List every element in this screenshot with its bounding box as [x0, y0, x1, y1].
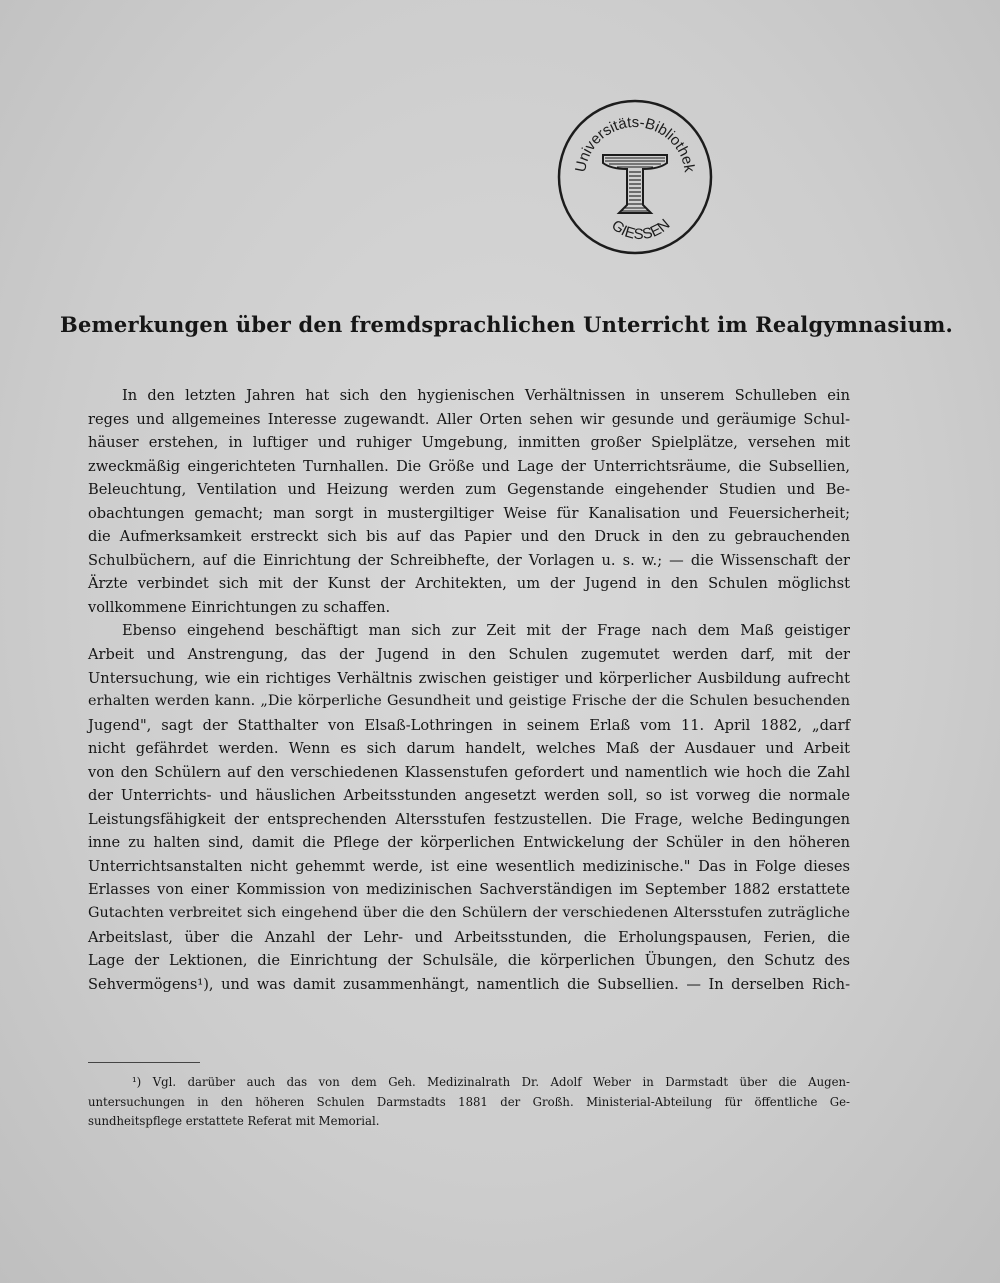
body-line: Lage der Lektionen, die Einrichtung der Schulsäle, die körperlichen Übungen, den Schutz des [88, 952, 850, 970]
body-line: obachtungen gemacht; man sorgt in mustergiltiger Weise für Kanalisation und Feuersicherheit; [88, 504, 850, 522]
body-line: Leistungsfähigkeit der entsprechenden Altersstufen festzustellen. Die Frage, welche Bedingungen [88, 810, 850, 828]
tau-cross-icon [603, 155, 667, 213]
body-line: die Aufmerksamkeit erstreckt sich bis auf das Papier und den Druck in den zu gebrauchenden [88, 528, 850, 546]
body-line: von den Schülern auf den verschiedenen Klassenstufen gefordert und namentlich wie hoch die Zahl [88, 763, 850, 781]
library-stamp-graphic [555, 97, 715, 257]
body-line: Arbeit und Anstrengung, das der Jugend in den Schulen zugemutet werden darf, mit der [88, 646, 850, 664]
body-line: zweckmäßig eingerichteten Turnhallen. Die Größe und Lage der Unterrichtsräume, die Subsellien, [88, 457, 850, 475]
library-stamp [555, 97, 715, 257]
footnote-line: untersuchungen in den höheren Schulen Darmstadts 1881 der Großh. Ministerial-Abteilung für öffentliche Ge- [88, 1094, 850, 1109]
footnote [88, 1073, 850, 1132]
footnote-line: ¹) Vgl. darüber auch das von dem Geh. Medizinalrath Dr. Adolf Weber in Darmstadt über die Augen- [132, 1075, 850, 1089]
body-line: Erlasses von einer Kommission von medizinischen Sachverständigen im September 1882 erstattete [88, 881, 850, 899]
body-line: Ärzte verbindet sich mit der Kunst der Architekten, um der Jugend in den Schulen möglichst [88, 575, 850, 593]
body-line: der Unterrichts- und häuslichen Arbeitsstunden angesetzt werden soll, so ist vorweg die normale [88, 787, 850, 805]
body-line: Sehvermögens¹), und was damit zusammenhängt, namentlich die Subsellien. — In derselben Rich- [88, 975, 850, 993]
body-line: inne zu halten sind, damit die Pflege der körperlichen Entwickelung der Schüler in den höheren [88, 834, 850, 852]
footnote-divider [88, 1062, 200, 1063]
body-line: reges und allgemeines Interesse zugewandt. Aller Orten sehen wir gesunde und geräumige Schul- [88, 410, 850, 428]
body-line: Gutachten verbreitet sich eingehend über die den Schülern der verschiedenen Altersstufen zuträgliche [88, 905, 850, 922]
body-line: vollkommene Einrichtungen zu schaffen. [88, 598, 391, 616]
page-title: Bemerkungen über den fremdsprachlichen Unterricht im Realgymnasium. [60, 312, 954, 337]
body-line: nicht gefährdet werden. Wenn es sich darum handelt, welches Maß der Ausdauer und Arbeit [88, 740, 850, 758]
stamp-arc-text: Universitäts-Bibliothek [572, 113, 698, 174]
body-line: Beleuchtung, Ventilation und Heizung werden zum Gegenstande eingehender Studien und Be- [88, 481, 850, 499]
body-text [88, 384, 850, 996]
body-line: Unterrichtsanstalten nicht gehemmt werde, ist eine wesentlich medizinische." Das in Folge dieses [88, 857, 850, 875]
footnote-line: sundheitspflege erstattete Referat mit Memorial. [88, 1114, 380, 1128]
body-line: Jugend", sagt der Statthalter von Elsaß-Lothringen in seinem Erlaß vom 11. April 1882, „darf [88, 716, 850, 734]
body-line: häuser erstehen, in luftiger und ruhiger Umgebung, inmitten großer Spielplätze, versehen mit [88, 434, 850, 452]
body-line: Ebenso eingehend beschäftigt man sich zur Zeit mit der Frage nach dem Maß geistiger [122, 622, 850, 640]
stamp-city: GIESSEN [608, 215, 674, 244]
body-line: Schulbüchern, auf die Einrichtung der Schreibhefte, der Vorlagen u. s. w.; — die Wissenschaft der [88, 551, 850, 569]
body-line: Arbeitslast, über die Anzahl der Lehr- und Arbeitsstunden, die Erholungspausen, Ferien, die [88, 928, 850, 946]
body-line: erhalten werden kann. „Die körperliche Gesundheit und geistige Frische der die Schulen besuchenden [88, 693, 850, 710]
body-line: Untersuchung, wie ein richtiges Verhältnis zwischen geistiger und körperlicher Ausbildung aufrecht [88, 669, 850, 687]
body-line: In den letzten Jahren hat sich den hygienischen Verhältnissen in unserem Schulleben ein [122, 387, 850, 404]
